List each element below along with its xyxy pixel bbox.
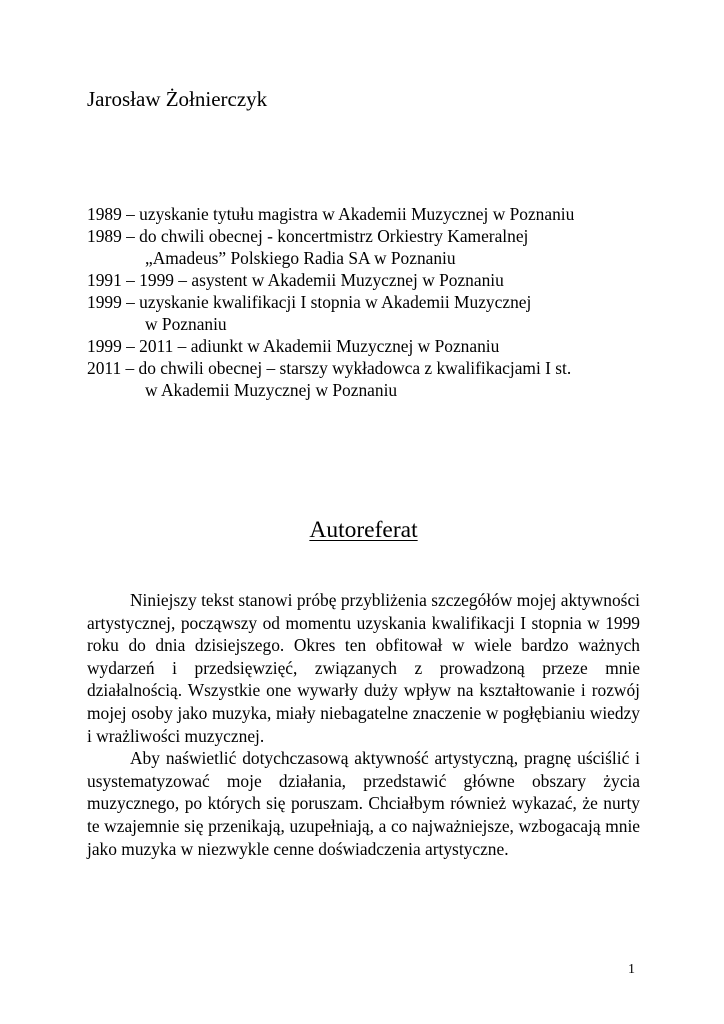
body-paragraph: Aby naświetlić dotychczasową aktywność artystyczną, pragnę uściślić i usystematyzować moje działania, przedstawić główne obszary życia muzycznego, po których się poruszam. Chciałbym również wykazać, że nurty te wzajemnie się przenikają, uzupełniają, a co najważniejsze, wzbogacają mnie jako muzyka w niezwykle cenne doświadczenia artystyczne. (87, 748, 640, 859)
body-text (87, 589, 640, 860)
timeline-line: 1989 – uzyskanie tytułu magistra w Akademii Muzycznej w Poznaniu (87, 204, 575, 224)
timeline-entry (87, 203, 647, 225)
timeline-entry (87, 269, 647, 291)
timeline-line-continuation: „Amadeus” Polskiego Radia SA w Poznaniu (145, 248, 456, 268)
timeline-line: 2011 – do chwili obecnej – starszy wykładowca z kwalifikacjami I st. (87, 358, 572, 378)
timeline-entry (87, 225, 647, 269)
career-timeline (87, 203, 647, 401)
timeline-line: 1999 – 2011 – adiunkt w Akademii Muzycznej w Poznaniu (87, 336, 500, 356)
timeline-entry (87, 291, 647, 335)
document-title: Autoreferat (309, 517, 418, 543)
document-title-wrapper (0, 515, 724, 545)
body-paragraph: Niniejszy tekst stanowi próbę przybliżenia szczegółów mojej aktywności artystycznej, począwszy od momentu uzyskania kwalifikacji I stopnia w 1999 roku do dnia dzisiejszego. Okres ten obfitował w wiele bardzo ważnych wydarzeń i przedsięwzięć, związanych z prowadzoną przeze mnie działalnością. Wszystkie one wywarły duży wpływ na kształtowanie i rozwój mojej osoby jako muzyka, miały niebagatelne znaczenie w pogłębianiu wiedzy i wrażliwości muzycznej. (87, 590, 640, 746)
page-number: 1 (628, 962, 635, 977)
timeline-entry (87, 335, 647, 357)
timeline-line: 1999 – uzyskanie kwalifikacji I stopnia w Akademii Muzycznej (87, 292, 532, 312)
timeline-line: 1989 – do chwili obecnej - koncertmistrz Orkiestry Kameralnej (87, 226, 529, 246)
author-name: Jarosław Żołnierczyk (87, 87, 268, 111)
timeline-entry (87, 357, 647, 401)
timeline-line-continuation: w Akademii Muzycznej w Poznaniu (145, 380, 398, 400)
timeline-line-continuation: w Poznaniu (145, 314, 227, 334)
timeline-line: 1991 – 1999 – asystent w Akademii Muzycznej w Poznaniu (87, 270, 504, 290)
